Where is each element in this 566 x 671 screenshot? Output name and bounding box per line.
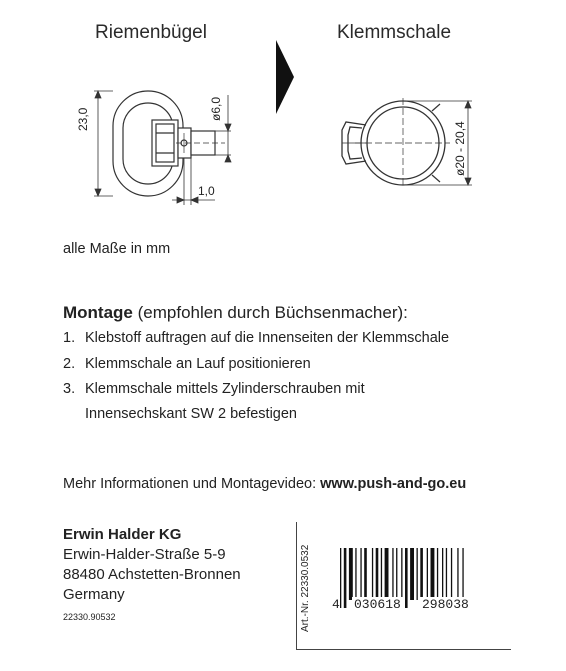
- barcode-digit-first: 4: [332, 597, 340, 612]
- barcode-group-1: 030618: [354, 597, 401, 612]
- website-link[interactable]: www.push-and-go.eu: [320, 476, 467, 492]
- barcode-bar: [396, 548, 397, 600]
- barcode-bar: [451, 548, 452, 600]
- barcode-frame-left: [296, 522, 297, 650]
- company-name: Erwin Halder KG: [63, 526, 182, 543]
- diameter-range-label: ø20 - 20,4: [453, 121, 467, 176]
- article-number: Art.-Nr. 22330.0532: [300, 544, 311, 632]
- barcode-bar: [349, 548, 353, 600]
- montage-step-2: [63, 356, 311, 372]
- height-dimension-label: 23,0: [76, 107, 90, 131]
- step-text: Klemmschale mittels Zylinderschrauben mit: [85, 381, 365, 397]
- company-country: Germany: [63, 586, 125, 603]
- klemmschale-drawing: [342, 98, 450, 188]
- thickness-dimension-label: 1,0: [198, 184, 215, 198]
- barcode-bar: [340, 548, 341, 608]
- step-number: 2.: [63, 356, 76, 372]
- barcode-bar: [392, 548, 393, 600]
- barcode-bar: [417, 548, 418, 600]
- step-text: Klemmschale an Lauf positionieren: [85, 356, 311, 372]
- barcode-bar: [420, 548, 423, 600]
- step-number: 1.: [63, 330, 76, 346]
- barcode-bar: [446, 548, 447, 600]
- barcode-bar: [442, 548, 443, 600]
- barcode-bar: [372, 548, 373, 600]
- barcode-group-2: 298038: [422, 597, 469, 612]
- company-code: 22330.90532: [63, 612, 116, 622]
- pin-diameter-label: ø6,0: [209, 96, 223, 121]
- company-city: 88480 Achstetten-Bronnen: [63, 566, 241, 583]
- barcode-bar: [381, 548, 382, 600]
- barcode-bar: [360, 548, 361, 600]
- units-note: alle Maße in mm: [63, 241, 171, 257]
- barcode-bar: [410, 548, 414, 600]
- klemmschale-title: Klemmschale: [337, 22, 452, 43]
- barcode-frame-bottom: [296, 649, 511, 650]
- more-info-line: [63, 476, 466, 492]
- barcode-bar: [376, 548, 379, 600]
- montage-step-3: [63, 381, 365, 397]
- step-number: 3.: [63, 381, 76, 397]
- company-street: Erwin-Halder-Straße 5-9: [63, 546, 226, 563]
- montage-subheading: (empfohlen durch Büchsenmacher):: [132, 303, 408, 322]
- montage-step-3-continuation: Innensechskant SW 2 befestigen: [85, 406, 297, 422]
- montage-heading-bold: Montage: [63, 303, 133, 322]
- barcode-bar: [385, 548, 389, 600]
- barcode-bar: [431, 548, 435, 600]
- riemenbuegel-title: Riemenbügel: [95, 22, 207, 43]
- barcode-bar: [427, 548, 428, 600]
- montage-heading: [63, 303, 408, 323]
- barcode-bar: [437, 548, 438, 600]
- barcode-bar: [364, 548, 367, 600]
- montage-step-1: [63, 330, 449, 346]
- barcode-bar: [405, 548, 408, 608]
- direction-arrow-icon: [276, 40, 294, 114]
- barcode-bar: [355, 548, 356, 600]
- more-info-prefix: Mehr Informationen und Montagevideo:: [63, 476, 321, 492]
- step-text: Klebstoff auftragen auf die Innenseiten der Klemmschale: [85, 330, 450, 346]
- barcode-bar: [344, 548, 347, 608]
